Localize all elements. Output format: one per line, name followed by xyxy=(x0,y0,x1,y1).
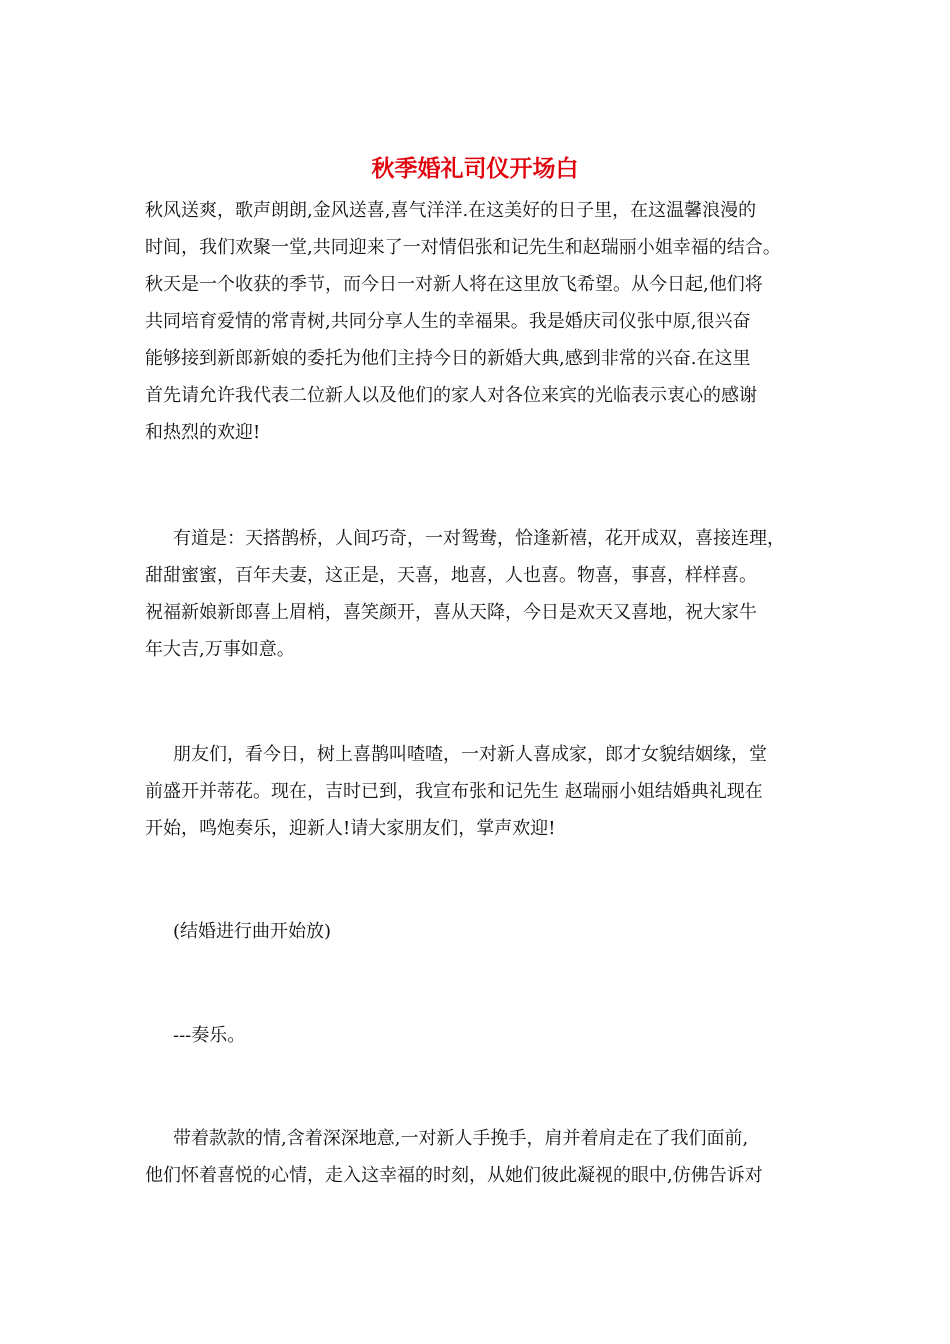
text-line: 有道是：天搭鹊桥，人间巧奇，一对鸳鸯，恰逢新禧，花开成双，喜接连理， xyxy=(173,528,785,549)
text-line: 祝福新娘新郎喜上眉梢，喜笑颜开，喜从天降，今日是欢天又喜地，祝大家牛 xyxy=(145,602,757,623)
text-line: 带着款款的情,含着深深地意,一对新人手挽手，肩并着肩走在了我们面前, xyxy=(173,1128,749,1149)
text-line: 年大吉,万事如意。 xyxy=(145,639,295,660)
text-line: 能够接到新郎新娘的委托为他们主持今日的新婚大典,感到非常的兴奋.在这里 xyxy=(145,348,751,369)
text-line: 前盛开并蒂花。现在，吉时已到，我宣布张和记先生 赵瑞丽小姐结婚典礼现在 xyxy=(145,781,763,802)
text-line: 共同培育爱情的常青树,共同分享人生的幸福果。我是婚庆司仪张中原,很兴奋 xyxy=(145,311,751,332)
text-line: (结婚进行曲开始放) xyxy=(173,921,332,942)
text-line: 朋友们，看今日，树上喜鹊叫喳喳，一对新人喜成家，郎才女貌结姻缘，堂 xyxy=(173,744,767,765)
text-line: 和热烈的欢迎! xyxy=(145,422,261,443)
page-title: 秋季婚礼司仪开场白 xyxy=(371,156,579,182)
text-line: ---奏乐。 xyxy=(173,1025,246,1046)
text-line: 秋天是一个收获的季节，而今日一对新人将在这里放飞希望。从今日起,他们将 xyxy=(145,274,763,295)
text-line: 开始，鸣炮奏乐，迎新人!请大家朋友们，掌声欢迎! xyxy=(145,818,556,839)
text-line: 他们怀着喜悦的心情，走入这幸福的时刻，从她们彼此凝视的眼中,仿佛告诉对 xyxy=(145,1165,763,1186)
text-line: 甜甜蜜蜜，百年夫妻，这正是，天喜，地喜，人也喜。物喜，事喜，样样喜。 xyxy=(145,565,757,586)
text-line: 首先请允许我代表二位新人以及他们的家人对各位来宾的光临表示衷心的感谢 xyxy=(145,385,757,406)
text-line: 时间，我们欢聚一堂,共同迎来了一对情侣张和记先生和赵瑞丽小姐幸福的结合。 xyxy=(145,237,781,258)
text-line: 秋风送爽，歌声朗朗,金风送喜,喜气洋洋.在这美好的日子里，在这温馨浪漫的 xyxy=(145,200,757,221)
